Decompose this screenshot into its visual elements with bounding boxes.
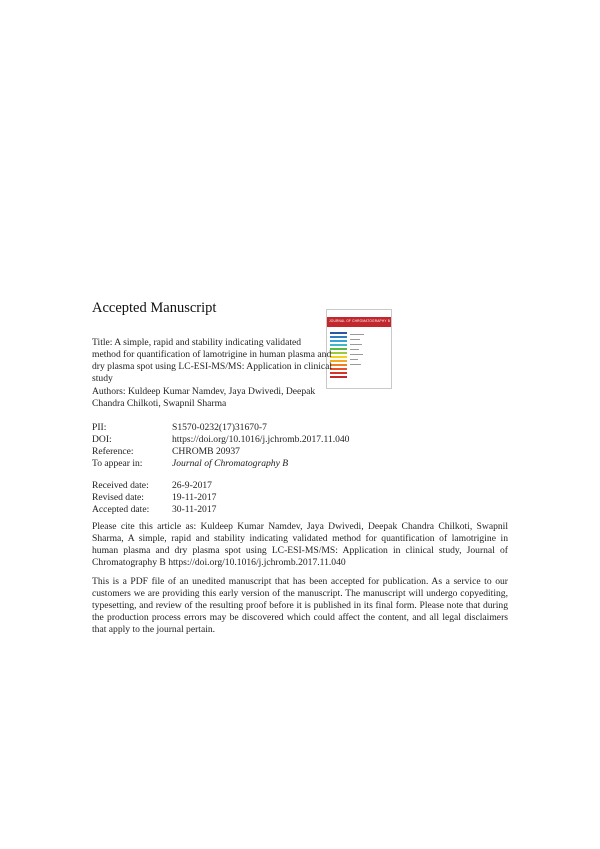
cover-text-line [350, 349, 359, 350]
title-line: dry plasma spot using LC-ESI-MS/MS: Application in clinical [92, 361, 333, 372]
cover-stripe [330, 332, 347, 334]
received-label: Received date: [92, 480, 149, 491]
revised-value: 19-11-2017 [172, 492, 217, 503]
doi-row [92, 434, 349, 446]
cover-text-line [350, 359, 358, 360]
revised-row [92, 492, 216, 504]
journal-name: Journal of Chromatography B [172, 458, 289, 469]
title-line: Title: A simple, rapid and stability indicating validated [92, 337, 302, 348]
manuscript-title [92, 337, 340, 385]
doi-link[interactable]: https://doi.org/10.1016/j.jchromb.2017.11.040 [172, 434, 350, 445]
cover-text-line [350, 334, 364, 335]
appear-label: To appear in: [92, 458, 143, 469]
revised-label: Revised date: [92, 492, 144, 503]
identifiers [92, 422, 349, 458]
pii-row [92, 422, 349, 434]
cover-banner-text: JOURNAL OF CHROMATOGRAPHY B [329, 319, 391, 323]
appear-row [92, 458, 288, 470]
pii-value: S1570-0232(17)31670-7 [172, 422, 267, 433]
reference-row [92, 446, 349, 458]
pii-label: PII: [92, 422, 107, 433]
doi-label: DOI: [92, 434, 112, 445]
cover-banner [327, 317, 391, 327]
disclaimer-paragraph: This is a PDF file of an unedited manuscript that has been accepted for publication. As a service to our customers we are providing this early version of the manuscript. The manuscript will undergo copyediting, typesetting, and review of the resulting proof before it is published in its final form. Please note that during the production process errors may be discovered which could affect the content, and all legal disclaimers that apply to the journal pertain. [92, 576, 508, 635]
accepted-label: Accepted date: [92, 504, 150, 515]
received-row [92, 480, 216, 492]
cover-text-line [350, 344, 362, 345]
page-heading: Accepted Manuscript [92, 300, 217, 316]
citation-paragraph: Please cite this article as: Kuldeep Kumar Namdev, Jaya Dwivedi, Deepak Chandra Chilkoti, Swapnil Sharma, A simple, rapid and stability indicating validated method for quantification of lamotrigine in human plasma and dry plasma spot using LC-ESI-MS/MS: Application in clinical study, Journal of Chromatography B https://doi.org/10.1016/j.jchromb.2017.11.040 [92, 521, 508, 568]
accepted-value: 30-11-2017 [172, 504, 217, 515]
dates [92, 480, 216, 516]
authors-line: Authors: Kuldeep Kumar Namdev, Jaya Dwivedi, Deepak [92, 386, 316, 397]
authors [92, 386, 340, 410]
reference-label: Reference: [92, 446, 134, 457]
received-value: 26-9-2017 [172, 480, 212, 491]
appear-in [92, 458, 288, 470]
cover-text-line [350, 339, 360, 340]
cover-text-line [350, 364, 361, 365]
reference-value: CHROMB 20937 [172, 446, 240, 457]
title-line: method for quantification of lamotrigine in human plasma and [92, 349, 332, 360]
cover-text-line [350, 354, 363, 355]
accepted-row [92, 504, 216, 516]
title-line: study [92, 373, 113, 384]
authors-line: Chandra Chilkoti, Swapnil Sharma [92, 398, 227, 409]
